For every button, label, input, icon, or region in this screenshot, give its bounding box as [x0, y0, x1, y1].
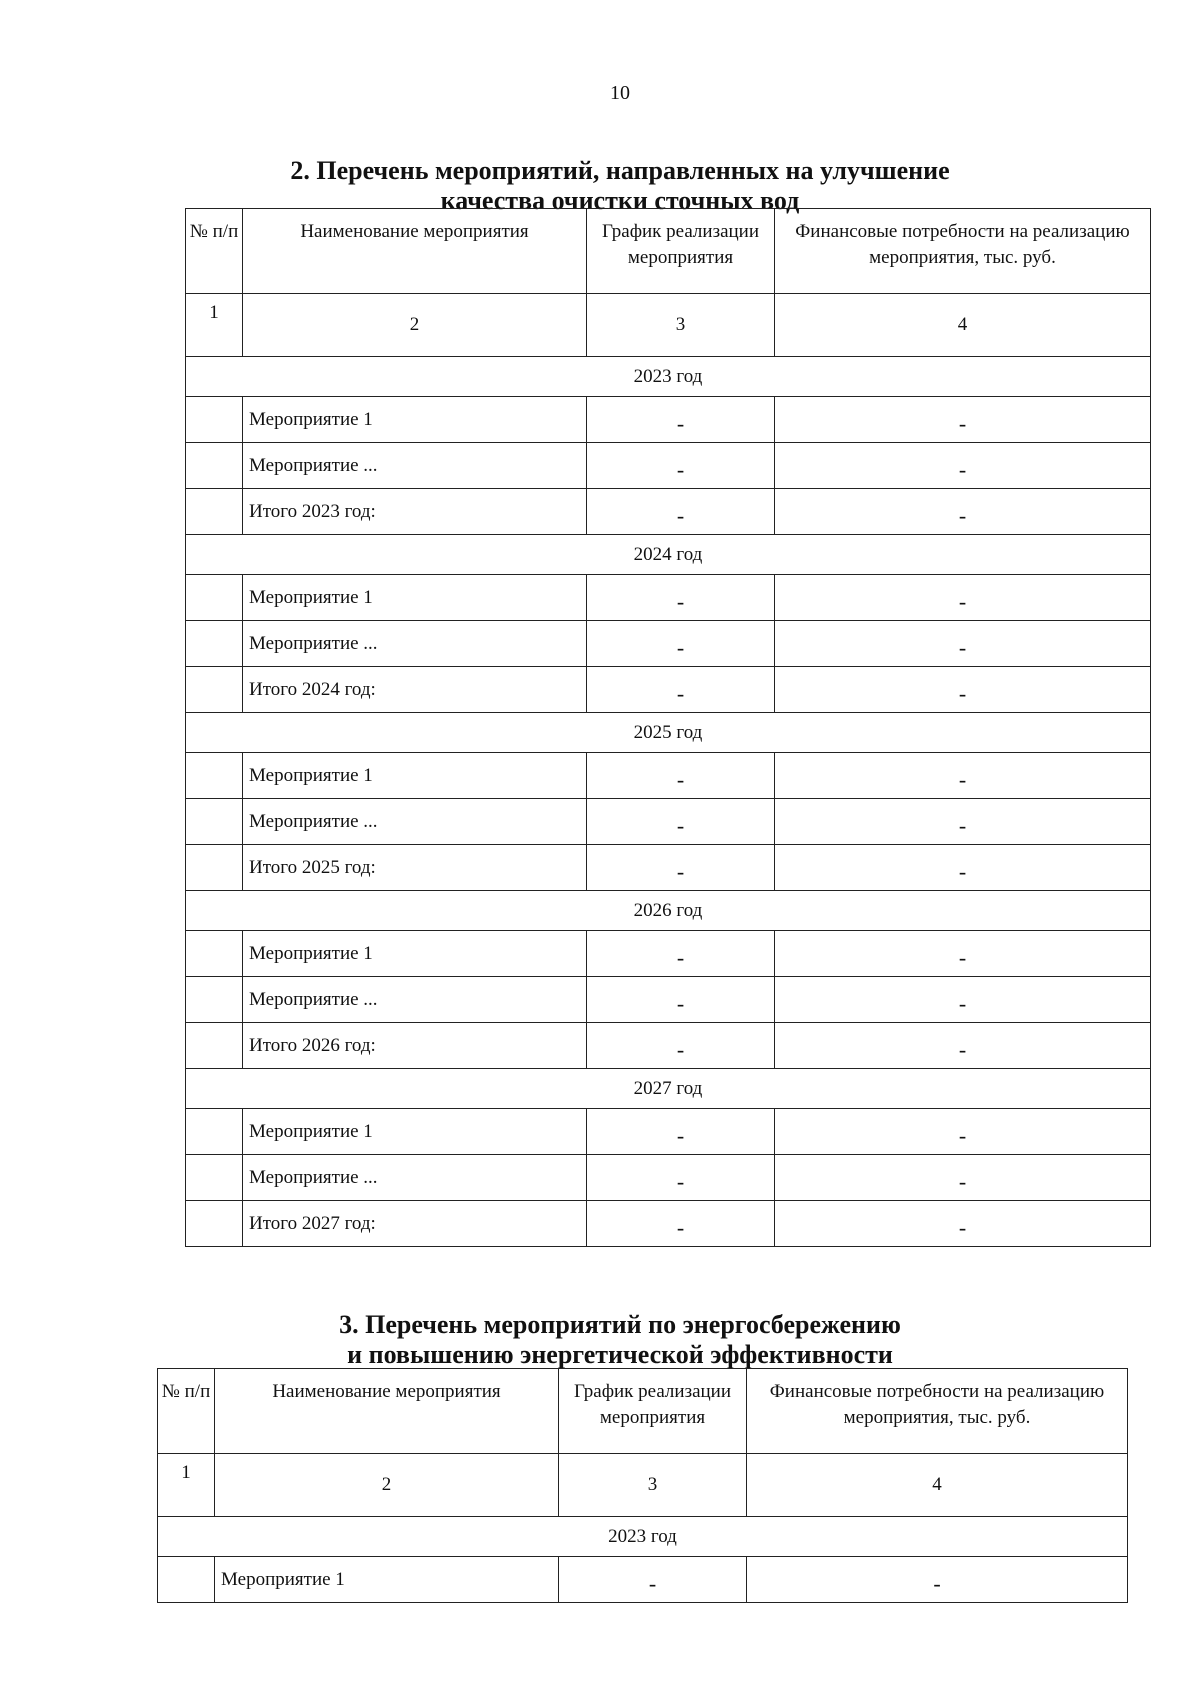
row-number-cell — [158, 1557, 215, 1603]
measure-name-cell: Итого 2027 год: — [243, 1201, 587, 1247]
year-label: 2027 год — [186, 1069, 1151, 1109]
row-number-cell — [186, 977, 243, 1023]
schedule-value: - — [676, 680, 685, 706]
column-number-row — [158, 1454, 1128, 1517]
measure-name-cell: Мероприятие 1 — [243, 1109, 587, 1155]
finance-cell — [775, 845, 1151, 891]
year-label: 2023 год — [186, 357, 1151, 397]
schedule-cell — [587, 753, 775, 799]
row-number-cell — [186, 489, 243, 535]
table-row — [186, 1155, 1151, 1201]
schedule-cell — [587, 575, 775, 621]
table-row — [186, 621, 1151, 667]
column-number: 1 — [186, 294, 243, 357]
schedule-value: - — [676, 588, 685, 614]
column-number: 4 — [775, 294, 1151, 357]
table-row — [186, 667, 1151, 713]
row-number-cell — [186, 1155, 243, 1201]
measure-name-cell: Мероприятие ... — [243, 443, 587, 489]
finance-cell — [775, 397, 1151, 443]
row-number-cell — [186, 753, 243, 799]
measure-name-cell: Мероприятие 1 — [243, 753, 587, 799]
row-number-cell — [186, 667, 243, 713]
table-header-row — [186, 209, 1151, 294]
header-name: Наименование мероприятия — [243, 209, 587, 294]
finance-value: - — [958, 1036, 967, 1062]
header-schedule: График реализации мероприятия — [559, 1369, 747, 1454]
column-number: 4 — [747, 1454, 1128, 1517]
finance-cell — [775, 667, 1151, 713]
finance-value: - — [958, 766, 967, 792]
column-number-row — [186, 294, 1151, 357]
table-row — [186, 397, 1151, 443]
schedule-value: - — [676, 1036, 685, 1062]
section-title-line-1: 3. Перечень мероприятий по энергосбережению — [339, 1310, 901, 1339]
schedule-cell — [587, 799, 775, 845]
measure-name-cell: Итого 2026 год: — [243, 1023, 587, 1069]
header-finance: Финансовые потребности на реализацию мероприятия, тыс. руб. — [747, 1369, 1128, 1454]
finance-cell — [775, 753, 1151, 799]
schedule-value: - — [676, 766, 685, 792]
table-row — [186, 931, 1151, 977]
section-title-water-treatment — [0, 156, 1200, 216]
measure-name-cell: Мероприятие 1 — [243, 397, 587, 443]
schedule-value: - — [676, 944, 685, 970]
schedule-cell — [587, 1109, 775, 1155]
table-body — [158, 1517, 1128, 1603]
schedule-value: - — [676, 990, 685, 1016]
year-row — [158, 1517, 1128, 1557]
finance-value: - — [958, 588, 967, 614]
year-label: 2023 год — [158, 1517, 1128, 1557]
row-number-cell — [186, 621, 243, 667]
column-number: 1 — [158, 1454, 215, 1517]
schedule-cell — [587, 845, 775, 891]
row-number-cell — [186, 575, 243, 621]
header-schedule: График реализации мероприятия — [587, 209, 775, 294]
finance-value: - — [958, 680, 967, 706]
schedule-cell — [587, 621, 775, 667]
finance-value: - — [933, 1570, 941, 1596]
finance-cell — [747, 1557, 1128, 1603]
measure-name-cell: Мероприятие 1 — [243, 575, 587, 621]
schedule-value: - — [676, 1214, 685, 1240]
finance-cell — [775, 931, 1151, 977]
schedule-value: - — [676, 812, 685, 838]
table-row — [186, 1201, 1151, 1247]
schedule-value: - — [676, 502, 685, 528]
table-row — [186, 489, 1151, 535]
finance-value: - — [958, 502, 967, 528]
finance-value: - — [958, 1214, 967, 1240]
schedule-value: - — [676, 858, 685, 884]
row-number-cell — [186, 1109, 243, 1155]
finance-cell — [775, 489, 1151, 535]
section-title-line-2: качества очистки сточных вод — [440, 186, 800, 215]
schedule-cell — [587, 667, 775, 713]
schedule-cell — [587, 977, 775, 1023]
year-row — [186, 1069, 1151, 1109]
table-row — [186, 575, 1151, 621]
finance-value: - — [958, 858, 967, 884]
schedule-cell — [587, 443, 775, 489]
row-number-cell — [186, 1201, 243, 1247]
schedule-value: - — [648, 1570, 657, 1596]
finance-cell — [775, 1201, 1151, 1247]
year-label: 2024 год — [186, 535, 1151, 575]
finance-cell — [775, 977, 1151, 1023]
page-number: 10 — [610, 82, 630, 104]
section-title-line-1: 2. Перечень мероприятий, направленных на улучшение — [290, 156, 950, 185]
finance-value: - — [958, 812, 967, 838]
table-row — [186, 799, 1151, 845]
table-row — [186, 1109, 1151, 1155]
year-row — [186, 357, 1151, 397]
table-row — [186, 845, 1151, 891]
schedule-value: - — [676, 410, 685, 436]
row-number-cell — [186, 397, 243, 443]
schedule-value: - — [676, 1122, 685, 1148]
schedule-cell — [587, 1201, 775, 1247]
schedule-value: - — [676, 456, 685, 482]
table-row — [186, 443, 1151, 489]
table-header-row — [158, 1369, 1128, 1454]
header-number: № п/п — [158, 1369, 215, 1454]
row-number-cell — [186, 1023, 243, 1069]
measure-name-cell: Мероприятие ... — [243, 1155, 587, 1201]
finance-cell — [775, 1109, 1151, 1155]
measure-name-cell: Мероприятие ... — [243, 621, 587, 667]
header-finance: Финансовые потребности на реализацию мероприятия, тыс. руб. — [775, 209, 1151, 294]
row-number-cell — [186, 799, 243, 845]
header-number: № п/п — [186, 209, 243, 294]
schedule-cell — [587, 931, 775, 977]
finance-value: - — [958, 456, 967, 482]
year-row — [186, 535, 1151, 575]
finance-value: - — [958, 410, 967, 436]
row-number-cell — [186, 845, 243, 891]
finance-value: - — [958, 990, 967, 1016]
schedule-cell — [587, 1023, 775, 1069]
table-row — [186, 1023, 1151, 1069]
finance-cell — [775, 443, 1151, 489]
finance-cell — [775, 1155, 1151, 1201]
year-row — [186, 713, 1151, 753]
measures-table-energy-saving — [157, 1368, 1128, 1603]
measures-table-water-treatment — [185, 208, 1151, 1247]
header-name: Наименование мероприятия — [215, 1369, 559, 1454]
finance-value: - — [958, 1122, 967, 1148]
section-title-line-2: и повышению энергетической эффективности — [347, 1340, 893, 1369]
table-body — [186, 357, 1151, 1247]
row-number-cell — [186, 931, 243, 977]
column-number: 2 — [243, 294, 587, 357]
column-number: 3 — [559, 1454, 747, 1517]
finance-value: - — [958, 634, 967, 660]
finance-cell — [775, 799, 1151, 845]
table-row — [158, 1557, 1128, 1603]
year-label: 2026 год — [186, 891, 1151, 931]
measure-name-cell: Итого 2023 год: — [243, 489, 587, 535]
schedule-value: - — [676, 634, 685, 660]
finance-cell — [775, 1023, 1151, 1069]
measure-name-cell: Мероприятие 1 — [215, 1557, 559, 1603]
row-number-cell — [186, 443, 243, 489]
schedule-cell — [587, 397, 775, 443]
finance-cell — [775, 575, 1151, 621]
measure-name-cell: Итого 2025 год: — [243, 845, 587, 891]
measure-name-cell: Мероприятие ... — [243, 799, 587, 845]
finance-cell — [775, 621, 1151, 667]
column-number: 2 — [215, 1454, 559, 1517]
section-title-energy-saving — [0, 1310, 1200, 1370]
schedule-cell — [587, 1155, 775, 1201]
table-row — [186, 753, 1151, 799]
measure-name-cell: Мероприятие ... — [243, 977, 587, 1023]
year-label: 2025 год — [186, 713, 1151, 753]
measure-name-cell: Мероприятие 1 — [243, 931, 587, 977]
schedule-cell — [559, 1557, 747, 1603]
table-row — [186, 977, 1151, 1023]
measure-name-cell: Итого 2024 год: — [243, 667, 587, 713]
column-number: 3 — [587, 294, 775, 357]
schedule-cell — [587, 489, 775, 535]
schedule-value: - — [676, 1168, 685, 1194]
finance-value: - — [958, 944, 967, 970]
year-row — [186, 891, 1151, 931]
finance-value: - — [958, 1168, 967, 1194]
